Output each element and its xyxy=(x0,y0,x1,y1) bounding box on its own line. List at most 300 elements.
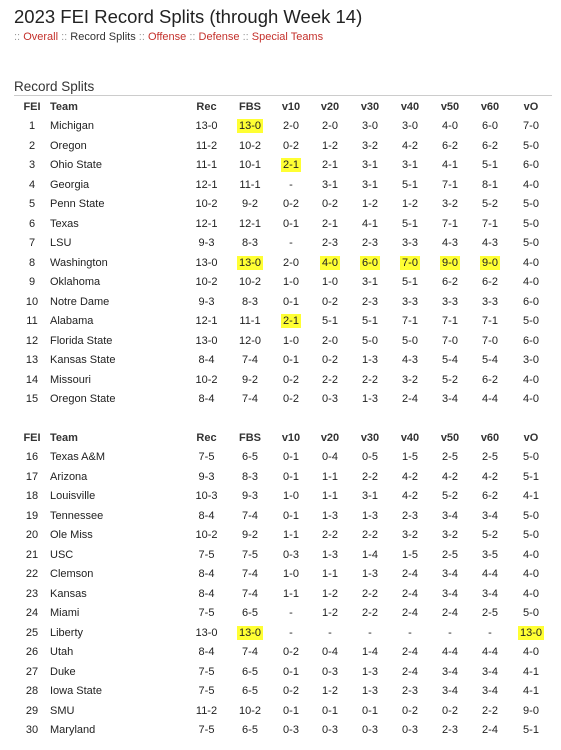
table-row xyxy=(14,175,552,195)
cell-rec: 7-5 xyxy=(198,548,215,561)
cell-v30: - xyxy=(368,626,372,639)
cell-v20: 5-1 xyxy=(322,315,338,328)
cell-team[interactable]: Washington xyxy=(50,256,108,269)
cell-v50: 4-2 xyxy=(442,470,458,483)
table-row xyxy=(14,390,552,410)
cell-rec: 10-2 xyxy=(195,529,218,542)
cell-team[interactable]: Florida State xyxy=(50,334,113,347)
cell-fei: 7 xyxy=(28,237,36,250)
cell-v50: 6-2 xyxy=(442,276,458,289)
cell-vo: 9-0 xyxy=(523,704,539,717)
highlighted-value: 4-0 xyxy=(322,256,338,269)
cell-fei: 24 xyxy=(25,607,39,620)
cell-fei: 26 xyxy=(25,646,39,659)
cell-fei: 13 xyxy=(25,354,39,367)
cell-fbs: 11-1 xyxy=(239,315,261,328)
table-body xyxy=(14,117,552,410)
cell-v30: 3-0 xyxy=(362,120,378,133)
cell-rec: 12-1 xyxy=(195,315,218,328)
cell-fbs xyxy=(228,623,272,643)
cell-fbs: 6-5 xyxy=(242,724,258,737)
cell-vo: 5-0 xyxy=(523,451,539,464)
cell-v50: 2-3 xyxy=(442,724,458,737)
cell-v40: 3-0 xyxy=(402,120,418,133)
cell-rec: 10-2 xyxy=(195,276,218,289)
table-row xyxy=(14,721,552,741)
cell-v50: 4-3 xyxy=(442,237,458,250)
cell-v20: 2-2 xyxy=(322,529,338,542)
cell-vo: 4-1 xyxy=(523,665,539,678)
cell-fei: 10 xyxy=(25,295,39,308)
col-header-v10: v10 xyxy=(281,431,301,444)
cell-fei: 22 xyxy=(25,568,39,581)
record-splits-table-1 xyxy=(14,97,552,409)
cell-v50 xyxy=(430,253,470,273)
cell-v60: 5-2 xyxy=(482,529,498,542)
cell-v30: 1-4 xyxy=(362,548,378,561)
cell-fei: 30 xyxy=(25,724,39,737)
cell-v40: 3-2 xyxy=(402,529,418,542)
nav-link-overall[interactable]: Overall xyxy=(23,31,59,43)
cell-v20: 1-2 xyxy=(322,587,338,600)
cell-v40: 2-4 xyxy=(402,568,418,581)
cell-v30: 1-3 xyxy=(362,568,378,581)
cell-team[interactable]: Duke xyxy=(50,665,76,678)
cell-v50: 7-0 xyxy=(442,334,458,347)
cell-vo: 5-0 xyxy=(523,198,539,211)
cell-v10: 0-2 xyxy=(283,393,299,406)
cell-fei: 25 xyxy=(25,626,39,639)
cell-fbs: 8-3 xyxy=(242,295,258,308)
cell-v40: 4-2 xyxy=(402,490,418,503)
cell-fbs: 7-4 xyxy=(242,646,258,659)
cell-v60: 4-4 xyxy=(482,646,498,659)
cell-v20: 0-2 xyxy=(322,354,338,367)
cell-v20: 0-2 xyxy=(322,295,338,308)
cell-v30: 1-3 xyxy=(362,665,378,678)
cell-v10: 1-0 xyxy=(283,334,299,347)
cell-v20: 1-2 xyxy=(322,139,338,152)
table-row xyxy=(14,292,552,312)
cell-fbs: 9-2 xyxy=(242,198,258,211)
table-row xyxy=(14,701,552,721)
cell-fei: 28 xyxy=(25,685,39,698)
cell-rec: 7-5 xyxy=(198,451,215,464)
table-row xyxy=(14,487,552,507)
highlighted-value: 6-0 xyxy=(362,256,378,269)
cell-v40: 5-0 xyxy=(402,334,418,347)
cell-v40: 2-3 xyxy=(402,685,418,698)
cell-vo: 5-0 xyxy=(523,237,539,250)
cell-fbs: 6-5 xyxy=(242,607,258,620)
table-row xyxy=(14,156,552,176)
cell-v60: 4-4 xyxy=(482,393,498,406)
cell-fbs: 9-2 xyxy=(242,529,258,542)
cell-v20: 2-3 xyxy=(322,237,338,250)
cell-v50: 3-2 xyxy=(442,198,458,211)
highlighted-value: 9-0 xyxy=(442,256,458,269)
section-nav xyxy=(14,31,323,43)
cell-v40: 3-2 xyxy=(402,373,418,386)
cell-v10: 1-0 xyxy=(283,490,299,503)
table-row xyxy=(14,467,552,487)
cell-v60: 3-3 xyxy=(482,295,498,308)
cell-v30: 0-5 xyxy=(362,451,378,464)
highlighted-value: 2-1 xyxy=(283,159,299,172)
cell-v40: 7-1 xyxy=(402,315,418,328)
cell-v30: 1-2 xyxy=(362,198,378,211)
cell-v40 xyxy=(390,253,430,273)
cell-v50: 2-4 xyxy=(442,607,458,620)
nav-separator: :: xyxy=(14,31,21,43)
header-row xyxy=(14,97,552,117)
cell-fbs: 7-4 xyxy=(242,354,258,367)
cell-rec: 7-5 xyxy=(198,607,215,620)
table-row xyxy=(14,234,552,254)
cell-v60: 6-2 xyxy=(482,139,498,152)
cell-v50: 3-4 xyxy=(442,587,458,600)
cell-team[interactable]: Michigan xyxy=(50,120,95,133)
cell-rec: 11-2 xyxy=(195,139,218,152)
cell-rec: 9-3 xyxy=(198,295,215,308)
nav-link-special-teams[interactable]: Special Teams xyxy=(251,31,324,43)
cell-v50: 7-1 xyxy=(442,315,458,328)
table-row xyxy=(14,623,552,643)
cell-team[interactable]: Missouri xyxy=(50,373,91,386)
cell-v20: 2-1 xyxy=(322,159,338,172)
highlighted-value: 9-0 xyxy=(482,256,498,269)
cell-v40: 2-4 xyxy=(402,607,418,620)
cell-v60: 3-4 xyxy=(482,509,498,522)
cell-v10: 0-1 xyxy=(283,354,299,367)
cell-v20: 2-0 xyxy=(322,334,338,347)
cell-v40: 2-4 xyxy=(402,646,418,659)
cell-v50: - xyxy=(448,626,452,639)
cell-v10: - xyxy=(289,626,293,639)
cell-fei: 8 xyxy=(28,256,36,269)
cell-v30: 3-1 xyxy=(362,178,378,191)
cell-vo: 5-0 xyxy=(523,607,539,620)
cell-rec: 8-4 xyxy=(198,509,215,522)
cell-v30: 0-1 xyxy=(362,704,378,717)
cell-team[interactable]: Kansas State xyxy=(50,354,116,367)
cell-v40: 2-3 xyxy=(402,509,418,522)
cell-v50: 3-4 xyxy=(442,685,458,698)
cell-v40: 5-1 xyxy=(402,178,418,191)
cell-vo: 5-0 xyxy=(523,509,539,522)
col-header-vo: vO xyxy=(523,100,539,113)
cell-v20: 1-0 xyxy=(322,276,338,289)
cell-v40: 4-2 xyxy=(402,139,418,152)
cell-v20: 1-1 xyxy=(322,490,338,503)
cell-v30: 1-4 xyxy=(362,646,378,659)
cell-rec: 7-5 xyxy=(198,665,215,678)
cell-fbs: 9-3 xyxy=(242,490,258,503)
cell-vo: 3-0 xyxy=(523,354,539,367)
cell-v20: 1-1 xyxy=(322,470,338,483)
nav-link-offense[interactable]: Offense xyxy=(147,31,187,43)
cell-team[interactable]: Oregon State xyxy=(50,393,116,406)
cell-fei: 5 xyxy=(28,198,36,211)
cell-v50: 0-2 xyxy=(442,704,458,717)
col-header-v50: v50 xyxy=(440,431,460,444)
cell-v10: 0-1 xyxy=(283,704,299,717)
cell-v50: 5-4 xyxy=(442,354,458,367)
cell-fbs: 10-2 xyxy=(238,139,262,152)
cell-fei: 27 xyxy=(25,665,39,678)
cell-v30: 1-3 xyxy=(362,393,378,406)
cell-vo: 5-1 xyxy=(523,470,539,483)
table-row xyxy=(14,545,552,565)
cell-team[interactable]: SMU xyxy=(50,704,75,717)
cell-v30: 0-3 xyxy=(362,724,378,737)
col-header-v60: v60 xyxy=(480,431,500,444)
cell-v50: 6-2 xyxy=(442,139,458,152)
cell-v30: 2-2 xyxy=(362,470,378,483)
cell-v10: 1-0 xyxy=(283,568,299,581)
cell-rec: 8-4 xyxy=(198,354,215,367)
col-header-rec: Rec xyxy=(196,431,217,444)
cell-vo: 6-0 xyxy=(523,159,539,172)
cell-v30: 5-1 xyxy=(362,315,378,328)
cell-v50: 5-2 xyxy=(442,373,458,386)
cell-v50: 3-4 xyxy=(442,665,458,678)
cell-fbs: 10-1 xyxy=(238,159,262,172)
cell-team[interactable]: Georgia xyxy=(50,178,90,191)
cell-rec: 8-4 xyxy=(198,568,215,581)
cell-v50: 4-0 xyxy=(442,120,458,133)
cell-fei: 14 xyxy=(25,373,39,386)
cell-fbs: 6-5 xyxy=(242,685,258,698)
cell-vo: 5-0 xyxy=(523,217,539,230)
cell-v10: - xyxy=(289,178,293,191)
nav-separator: :: xyxy=(189,31,196,43)
cell-v10: 1-1 xyxy=(283,529,299,542)
cell-v60: 3-4 xyxy=(482,665,498,678)
col-header-fbs: FBS xyxy=(239,431,261,444)
cell-v20: 0-2 xyxy=(322,198,338,211)
cell-v60: 8-1 xyxy=(482,178,498,191)
cell-fbs: 7-4 xyxy=(242,509,258,522)
cell-team[interactable]: Miami xyxy=(50,607,80,620)
cell-v20: 1-2 xyxy=(322,607,338,620)
cell-team[interactable]: Ohio State xyxy=(50,159,102,172)
cell-team[interactable]: Oregon xyxy=(50,139,87,152)
cell-v20: 2-1 xyxy=(322,217,338,230)
cell-vo: 4-0 xyxy=(523,393,539,406)
cell-v30: 3-2 xyxy=(362,139,378,152)
table-row xyxy=(14,331,552,351)
table-row xyxy=(14,604,552,624)
col-header-team: Team xyxy=(50,100,78,113)
col-header-team: Team xyxy=(50,431,78,444)
cell-v60: 3-4 xyxy=(482,685,498,698)
cell-v40: 5-1 xyxy=(402,217,418,230)
nav-current-record-splits: Record Splits xyxy=(70,31,136,43)
cell-v40: 1-2 xyxy=(402,198,418,211)
cell-team[interactable]: Tennessee xyxy=(50,509,104,522)
cell-v40: 5-1 xyxy=(402,276,418,289)
cell-v30: 3-1 xyxy=(362,159,378,172)
table-row xyxy=(14,214,552,234)
cell-v10: 1-1 xyxy=(283,587,299,600)
cell-v20: 0-3 xyxy=(322,665,338,678)
cell-team[interactable]: Clemson xyxy=(50,568,94,581)
cell-team[interactable]: Iowa State xyxy=(50,685,102,698)
cell-v10: 0-3 xyxy=(283,548,299,561)
cell-team[interactable]: Maryland xyxy=(50,724,96,737)
cell-v50: 3-4 xyxy=(442,509,458,522)
cell-v40: 4-2 xyxy=(402,470,418,483)
cell-v60: 6-2 xyxy=(482,276,498,289)
cell-v60: 7-1 xyxy=(482,217,498,230)
highlighted-value: 7-0 xyxy=(402,256,418,269)
cell-v10: 0-1 xyxy=(283,665,299,678)
cell-team[interactable]: LSU xyxy=(50,237,72,250)
cell-v60: 2-5 xyxy=(482,451,498,464)
cell-team[interactable]: Oklahoma xyxy=(50,276,101,289)
cell-vo: 4-0 xyxy=(523,587,539,600)
cell-v30: 1-3 xyxy=(362,354,378,367)
cell-v20: 2-0 xyxy=(322,120,338,133)
cell-rec: 8-4 xyxy=(198,393,215,406)
cell-fei: 2 xyxy=(28,139,36,152)
table-row xyxy=(14,448,552,468)
cell-v40: 3-1 xyxy=(402,159,418,172)
cell-v40: 1-5 xyxy=(402,548,418,561)
cell-v40: 0-3 xyxy=(402,724,418,737)
cell-team[interactable]: Texas A&M xyxy=(50,451,106,464)
section-title: Record Splits xyxy=(14,79,552,96)
cell-rec: 9-3 xyxy=(198,237,215,250)
cell-team[interactable]: Penn State xyxy=(50,198,105,211)
cell-v10: 0-1 xyxy=(283,509,299,522)
cell-v20: 0-3 xyxy=(322,393,338,406)
cell-vo: 4-0 xyxy=(523,178,539,191)
col-header-fei: FEI xyxy=(23,100,41,113)
cell-v40: 2-4 xyxy=(402,587,418,600)
highlighted-value: 13-0 xyxy=(238,256,262,269)
cell-team[interactable]: Texas xyxy=(50,217,79,230)
cell-team[interactable]: Utah xyxy=(50,646,74,659)
cell-v10: 2-0 xyxy=(283,256,299,269)
col-header-v40: v40 xyxy=(400,431,420,444)
nav-link-defense[interactable]: Defense xyxy=(198,31,240,43)
cell-v40: 4-3 xyxy=(402,354,418,367)
cell-vo: 4-0 xyxy=(523,276,539,289)
table-row xyxy=(14,195,552,215)
col-header-v20: v20 xyxy=(320,100,340,113)
cell-v20: 2-2 xyxy=(322,373,338,386)
table-row xyxy=(14,526,552,546)
cell-fei: 1 xyxy=(28,120,36,133)
cell-v60: - xyxy=(488,626,492,639)
cell-team[interactable]: Alabama xyxy=(50,315,94,328)
highlighted-value: 13-0 xyxy=(519,626,543,639)
cell-v20: 0-3 xyxy=(322,724,338,737)
cell-fei: 3 xyxy=(28,159,36,172)
cell-v50: 3-4 xyxy=(442,568,458,581)
cell-fbs: 11-1 xyxy=(239,178,261,191)
cell-v10: 0-2 xyxy=(283,373,299,386)
cell-v50: 4-1 xyxy=(442,159,458,172)
cell-vo: 5-0 xyxy=(523,529,539,542)
col-header-v20: v20 xyxy=(320,431,340,444)
cell-team[interactable]: Louisville xyxy=(50,490,96,503)
record-splits-table-2 xyxy=(14,428,552,740)
cell-v40: 3-3 xyxy=(402,295,418,308)
cell-fei: 23 xyxy=(25,587,39,600)
cell-fei: 6 xyxy=(28,217,36,230)
cell-fei: 12 xyxy=(25,334,39,347)
cell-v10: - xyxy=(289,237,293,250)
col-header-fbs: FBS xyxy=(239,100,261,113)
cell-team[interactable]: Kansas xyxy=(50,587,87,600)
table-row xyxy=(14,136,552,156)
cell-v50: 3-2 xyxy=(442,529,458,542)
cell-team[interactable]: USC xyxy=(50,548,74,561)
cell-v10: 0-3 xyxy=(283,724,299,737)
cell-v30 xyxy=(350,253,390,273)
cell-v30: 3-1 xyxy=(362,490,378,503)
cell-v10 xyxy=(272,156,310,176)
page-title: 2023 FEI Record Splits (through Week 14) xyxy=(14,6,363,27)
cell-v60: 2-5 xyxy=(482,607,498,620)
cell-vo: 4-0 xyxy=(523,373,539,386)
cell-team[interactable]: Ole Miss xyxy=(50,529,93,542)
cell-fei: 20 xyxy=(25,529,39,542)
cell-v40: 2-4 xyxy=(402,393,418,406)
cell-v10: 2-0 xyxy=(283,120,299,133)
cell-team[interactable]: Notre Dame xyxy=(50,295,110,308)
col-header-vo: vO xyxy=(523,431,539,444)
cell-v50: 3-4 xyxy=(442,393,458,406)
col-header-v30: v30 xyxy=(360,100,380,113)
cell-rec: 10-2 xyxy=(195,373,218,386)
cell-v30: 1-3 xyxy=(362,509,378,522)
cell-rec: 8-4 xyxy=(198,646,215,659)
cell-rec: 11-1 xyxy=(195,159,218,172)
header-row xyxy=(14,428,552,448)
col-header-v30: v30 xyxy=(360,431,380,444)
table-row xyxy=(14,682,552,702)
cell-fei: 17 xyxy=(25,470,39,483)
highlighted-value: 13-0 xyxy=(238,120,262,133)
cell-v30: 2-3 xyxy=(362,295,378,308)
cell-v30: 2-2 xyxy=(362,373,378,386)
cell-v40: 3-3 xyxy=(402,237,418,250)
cell-fei: 29 xyxy=(25,704,39,717)
cell-fei: 15 xyxy=(25,393,39,406)
cell-team[interactable]: Liberty xyxy=(50,626,84,639)
cell-v60 xyxy=(470,253,510,273)
cell-fbs: 6-5 xyxy=(242,451,258,464)
cell-team[interactable]: Arizona xyxy=(50,470,88,483)
cell-v30: 4-1 xyxy=(362,217,378,230)
cell-vo: 5-1 xyxy=(523,724,539,737)
cell-v10: 0-2 xyxy=(283,139,299,152)
cell-fbs: 10-2 xyxy=(238,276,262,289)
cell-fbs: 12-1 xyxy=(238,217,262,230)
cell-fei: 11 xyxy=(26,315,38,328)
cell-v30: 2-2 xyxy=(362,607,378,620)
col-header-v40: v40 xyxy=(400,100,420,113)
cell-fbs: 10-2 xyxy=(238,704,262,717)
cell-vo: 6-0 xyxy=(523,334,539,347)
cell-v30: 1-3 xyxy=(362,685,378,698)
cell-vo: 4-0 xyxy=(523,548,539,561)
cell-fei: 16 xyxy=(25,451,39,464)
